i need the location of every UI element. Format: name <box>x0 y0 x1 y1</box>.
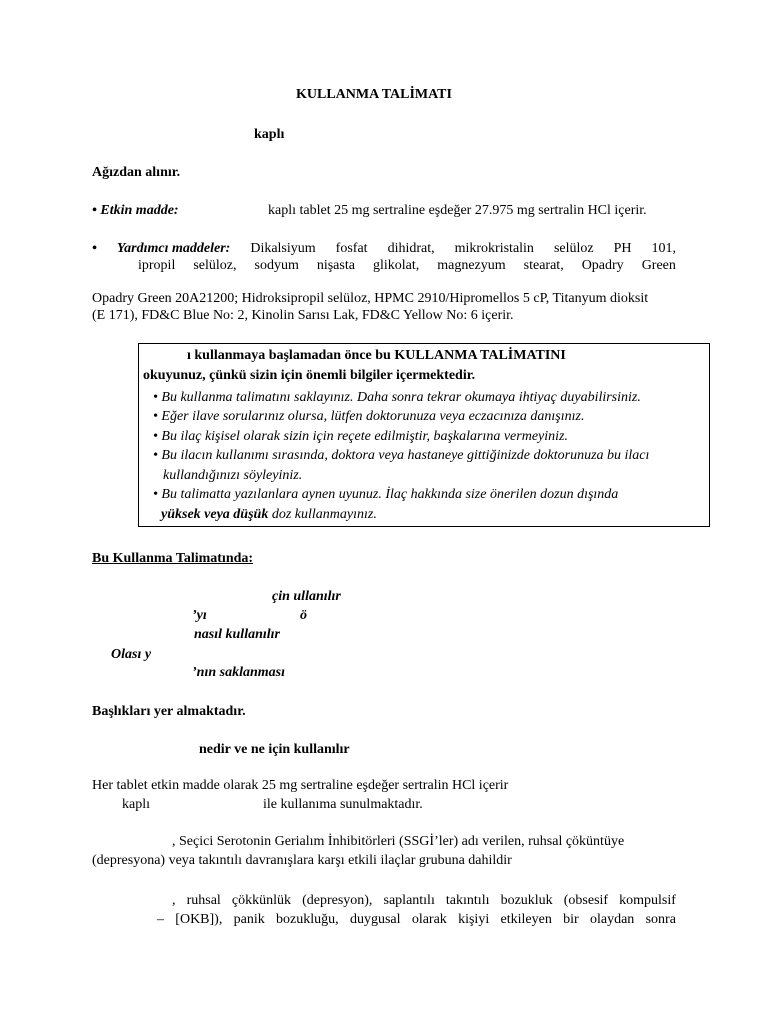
word: panik <box>233 912 265 927</box>
word: duygusal <box>349 912 401 927</box>
word: – <box>157 912 164 927</box>
paragraph-1-line-2a: kaplı <box>122 797 150 812</box>
word: fosfat <box>335 241 368 256</box>
warning-heading-1a: ı kullanmaya başlamadan önce bu <box>187 348 395 363</box>
word: (depresyon), <box>302 893 373 908</box>
word: , <box>172 893 176 908</box>
paragraph-3-line-1 <box>172 893 676 909</box>
active-ingredient-label: • Etkin madde: <box>92 203 179 218</box>
warning-heading-2: okuyunuz, çünkü sizin için önemli bilgiler içermektedir. <box>143 368 476 383</box>
word: etkileyen <box>500 912 552 927</box>
warning-dose-rest: doz kullanmayınız. <box>268 507 377 522</box>
word: ipropil <box>138 258 176 273</box>
toc-item-1: çin ullanılır <box>272 589 341 604</box>
warning-bullet-5a: • Bu talimatta yazılanlara aynen uyunuz. İlaç hakkında size önerilen dozun dışında <box>153 487 619 502</box>
paragraph-2-line-1: , Seçici Serotonin Gerialım İnhibitörleri (SSGİ’ler) adı verilen, ruhsal çöküntüye <box>172 834 625 849</box>
word: mikrokristalin <box>454 241 534 256</box>
excipients-line-2 <box>138 258 676 274</box>
warning-bullet-2: • Eğer ilave sorularınız olursa, lütfen doktorunuza veya eczacınıza danışınız. <box>153 409 585 424</box>
word: nişasta <box>316 258 355 273</box>
word: 101, <box>651 241 676 256</box>
word: saplantılı <box>383 893 435 908</box>
warning-bullet-4a: • Bu ilacın kullanımı sırasında, doktora veya hastaneye gittiğinizde doktorunuza bu ilacı <box>153 448 650 463</box>
word: bir <box>563 912 579 927</box>
word: dihidrat, <box>387 241 435 256</box>
excipients-line-4: (E 171), FD&C Blue No: 2, Kinolin Sarısı Lak, FD&C Yellow No: 6 içerir. <box>92 308 514 323</box>
word: • <box>92 241 97 256</box>
document-title: KULLANMA TALİMATI <box>296 87 452 102</box>
section-1-title: nedir ve ne için kullanılır <box>199 742 350 757</box>
word: selüloz <box>553 241 594 256</box>
paragraph-1-line-2b: ile kullanıma sunulmaktadır. <box>263 797 423 812</box>
word: sodyum <box>254 258 299 273</box>
warning-heading-1b: KULLANMA TALİMATINI <box>394 348 566 363</box>
word: bozukluğu, <box>276 912 339 927</box>
active-ingredient-line <box>92 203 692 219</box>
word: kişiyi <box>458 912 490 927</box>
read-before-use-warning-box <box>138 343 710 527</box>
word: Green <box>641 258 676 273</box>
word: (obsesif <box>563 893 609 908</box>
word: [OKB]), <box>175 912 223 927</box>
warning-dose-emphasis: yüksek veya düşük <box>161 507 269 522</box>
warning-bullet-5b <box>161 507 377 523</box>
toc-item-2b: ö <box>300 608 307 623</box>
word: çökkünlük <box>231 893 291 908</box>
word: stearat, <box>523 258 564 273</box>
warning-bullet-3: • Bu ilaç kişisel olarak sizin için reçete edilmiştir, başkalarına vermeyiniz. <box>153 429 568 444</box>
contents-heading: Bu Kullanma Talimatında: <box>92 551 254 566</box>
word: Dikalsiyum <box>250 241 316 256</box>
toc-item-4: Olası y <box>111 647 152 662</box>
word: magnezyum <box>437 258 506 273</box>
product-name-line: kaplı <box>254 127 285 142</box>
word: takıntılı <box>445 893 490 908</box>
word: sonra <box>645 912 676 927</box>
word: bozukluk <box>500 893 553 908</box>
paragraph-2-line-2: (depresyona) veya takıntılı davranışlara karşı etkili ilaçlar grubuna dahildir <box>92 853 512 868</box>
paragraph-1-line-1: Her tablet etkin madde olarak 25 mg sertraline eşdeğer sertralin HCl içerir <box>92 778 509 793</box>
word: olaydan <box>589 912 635 927</box>
warning-bullet-1: • Bu kullanma talimatını saklayınız. Daha sonra tekrar okumaya ihtiyaç duyabilirsiniz. <box>153 390 641 405</box>
word: ruhsal <box>186 893 221 908</box>
excipients-line-1 <box>92 241 676 257</box>
headings-note: Başlıkları yer almaktadır. <box>92 704 246 719</box>
warning-heading-1 <box>187 348 566 364</box>
word: Opadry <box>581 258 624 273</box>
word: glikolat, <box>372 258 420 273</box>
word: PH <box>613 241 632 256</box>
word: olarak <box>411 912 447 927</box>
word: selüloz, <box>193 258 237 273</box>
word: kompulsif <box>619 893 676 908</box>
excipients-line-3: Opadry Green 20A21200; Hidroksipropil selüloz, HPMC 2910/Hipromellos 5 cP, Titanyum dioksit <box>92 291 649 306</box>
active-ingredient-text: kaplı tablet 25 mg sertraline eşdeğer 27.975 mg sertralin HCl içerir. <box>268 203 647 218</box>
toc-item-5: ’nın saklanması <box>192 665 285 680</box>
paragraph-3-line-2 <box>157 912 676 928</box>
route-of-administration: Ağızdan alınır. <box>92 165 181 180</box>
word: Yardımcı maddeler: <box>116 241 231 256</box>
warning-bullet-4b: kullandığınızı söyleyiniz. <box>163 468 303 483</box>
toc-item-3: nasıl kullanılır <box>194 627 280 642</box>
toc-item-2a: ’yı <box>192 608 207 623</box>
